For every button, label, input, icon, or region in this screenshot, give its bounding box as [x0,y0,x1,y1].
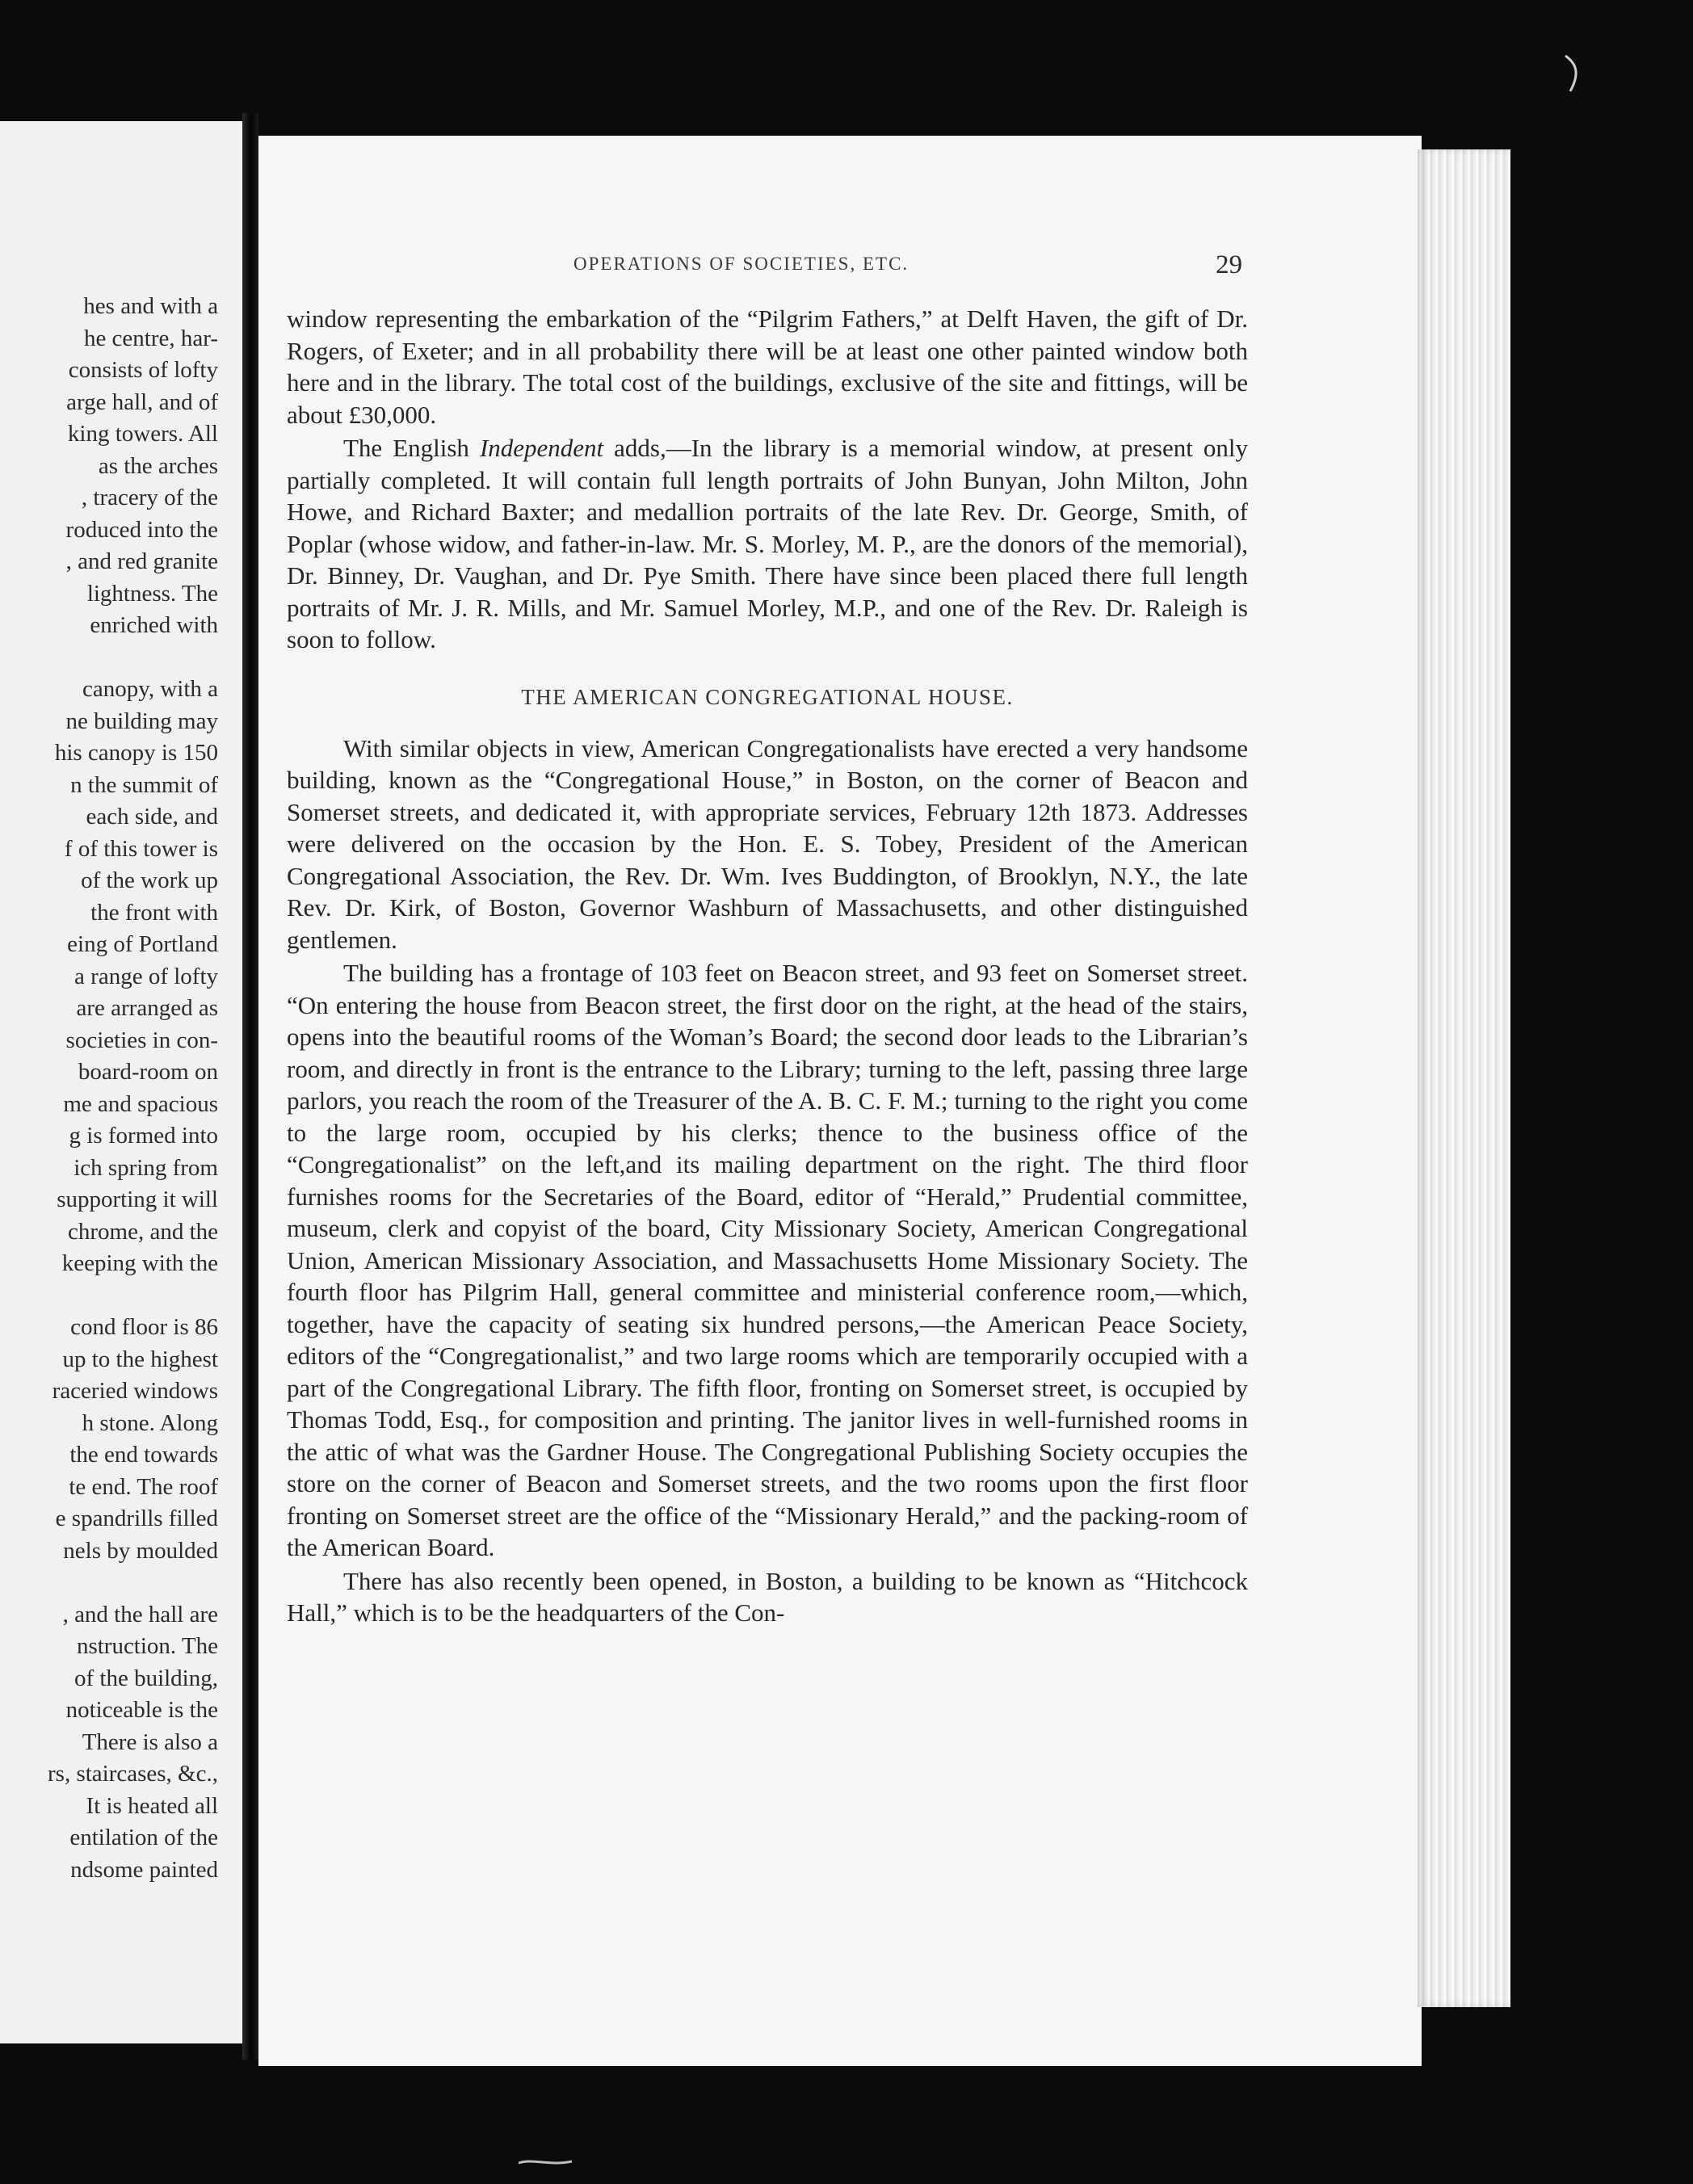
left-page-line [0,1280,218,1312]
scan-mark [1562,52,1586,101]
main-text [287,303,1248,1629]
left-page-line: of the building, [74,1665,218,1691]
left-page-line: lightness. The [86,580,218,607]
left-page-line: the end towards [69,1442,218,1468]
left-page-line: roduced into the [65,516,218,543]
paragraph-2-rest: adds,—In the library is a memorial window, at present only partially completed. It will contain full length portraits of John Bunyan, John Milton, John Howe, and Richard Baxter; and medallion portraits of the late Rev. Dr. George, Smith, of Poplar (whose widow, and father-in-law. Mr. S. Morley, M. P., are the donors of the memorial), Dr. Binney, Dr. Vaughan, and Dr. Pye Smith. There have since been placed there full length portraits of Mr. J. R. Mills, and Mr. Samuel Morley, M.P., and one of the Rev. Dr. Raleigh is soon to follow. [287,434,1248,653]
left-page-text [0,291,218,1886]
left-page-line: each side, and [86,804,218,830]
paragraph-2-italic: Independent [479,434,604,462]
left-page [0,121,242,2043]
left-page-line: board-room on [78,1059,218,1085]
left-page-line [0,642,218,674]
left-page-line: , tracery of the [81,485,218,510]
page-number: 29 [1216,250,1242,279]
left-page-line: g is formed into [69,1123,218,1149]
left-page-line [0,1567,218,1599]
left-page-line: cond floor is 86 [70,1314,218,1340]
paragraph-2-lead: The English [343,434,480,462]
left-page-line: a range of lofty [74,963,218,989]
left-page-line: rs, staircases, &c., [48,1761,218,1787]
left-page-line: king towers. All [67,421,218,447]
left-page-line: f of this tower is [64,835,218,862]
left-page-line: his canopy is 150 [54,740,218,766]
left-page-line: ndsome painted [70,1856,218,1883]
left-page-line: nstruction. The [76,1633,218,1659]
paragraph-2 [287,432,1248,656]
left-page-line: There is also a [82,1728,218,1755]
left-page-line: raceried windows [52,1378,218,1404]
left-page-line: It is heated all [86,1792,218,1819]
left-page-line: entilation of the [69,1825,218,1850]
left-page-line: keeping with the [61,1250,218,1276]
left-page-line: arge hall, and of [66,388,218,415]
page-edges [1418,149,1510,2007]
scan-mark-bottom [517,2157,573,2168]
running-head: OPERATIONS OF SOCIETIES, ETC. [573,254,910,274]
left-page-line: enriched with [90,612,218,638]
left-page-line: , and red granite [65,548,218,574]
left-page-line: chrome, and the [67,1218,218,1245]
left-page-line: te end. The roof [69,1473,218,1500]
left-page-line: up to the highest [62,1346,218,1372]
paragraph-1: window representing the embarkation of the “Pilgrim Fathers,” at Delft Haven, the gift of Dr. Rogers, of Exeter; and in all probability there will be at least one other painted window both here and in the library. The total cost of the buildings, exclusive of the site and fittings, will be about £30,000. [287,304,1248,429]
left-page-line: nels by moulded [63,1537,218,1564]
paragraph-3: With similar objects in view, American Congregationalists have erected a very handsome building, known as the “Congregational House,” in Boston, on the corner of Beacon and Somerset streets, and dedicated it, with appropriate services, February 12th 1873. Addresses were delivered on the occasion by the Hon. E. S. Tobey, President of the American Congregational Association, the Rev. Dr. Wm. Ives Buddington, of Brooklyn, N.Y., the late Rev. Dr. Kirk, of Boston, Governor Washburn of Massachusetts, and other distinguished gentlemen. [287,733,1248,954]
left-page-line: as the arches [98,452,218,479]
left-page-line: n the summit of [70,771,218,798]
left-page-line: e spandrills filled [55,1506,218,1531]
left-page-line: h stone. Along [82,1409,218,1436]
paragraph-5: There has also recently been opened, in Boston, a building to be known as “Hitchcock Hall,” which is to be the headquarters of the Con- [287,1566,1248,1627]
left-page-line: ich spring from [74,1154,218,1181]
left-page-line: are arranged as [76,995,218,1021]
left-page-line: the front with [90,899,218,926]
left-page-line: consists of lofty [68,357,218,383]
left-page-line: societies in con- [65,1027,218,1053]
left-page-line: he centre, har- [83,325,218,351]
left-page-line: hes and with a [83,293,218,319]
left-page-line: , and the hall are [62,1601,218,1628]
left-page-line: me and spacious [63,1090,218,1117]
book-gutter [242,113,258,2060]
left-page-line: of the work up [81,867,218,893]
section-title: THE AMERICAN CONGREGATIONAL HOUSE. [521,684,1014,709]
paragraph-4: The building has a frontage of 103 feet on Beacon street, and 93 feet on Somerset street. “On entering the house from Beacon street, the first door on the right, at the head of the stairs, opens into the beautiful rooms of the Woman’s Board; the second door leads to the Librarian’s room, and directly in front is the entrance to the Library; turning to the left, passing three large parlors, you reach the room of the Treasurer of the A. B. C. F. M.; turning to the right you come to the large room, occupied by his clerks; thence to the business office of the “Congregationalist” on the left,and its mailing department on the right. The third floor furnishes rooms for the Secretaries of the Board, editor of “Herald,” Prudential committee, museum, clerk and copyist of the board, City Missionary Society, American Congregational Union, American Missionary Association, and Massachusetts Home Missionary Society. The fourth floor has Pilgrim Hall, general committee and ministerial conference room,—which, together, have the capacity of seating six hundred persons,—the American Peace Society, editors of the “Congregationalist,” and two large rooms which are temporarily occupied with a part of the Congregational Library. The fifth floor, fronting on Somerset street, is occupied by Thomas Todd, Esq., for composition and printing. The janitor lives in well-furnished rooms in the attic of what was the Gardner House. The Congregational Publishing Society occupies the store on the corner of Beacon and Somerset streets, and the two rooms upon the first floor fronting on Somerset street are the office of the “Missionary Herald,” and the packing-room of the American Board. [287,959,1248,1561]
page-header [307,250,1260,286]
left-page-line: ne building may [65,708,218,734]
left-page-line: supporting it will [57,1186,218,1212]
left-page-line: eing of Portland [67,931,218,957]
left-page-line: noticeable is the [65,1697,218,1723]
left-page-line: canopy, with a [82,676,218,702]
